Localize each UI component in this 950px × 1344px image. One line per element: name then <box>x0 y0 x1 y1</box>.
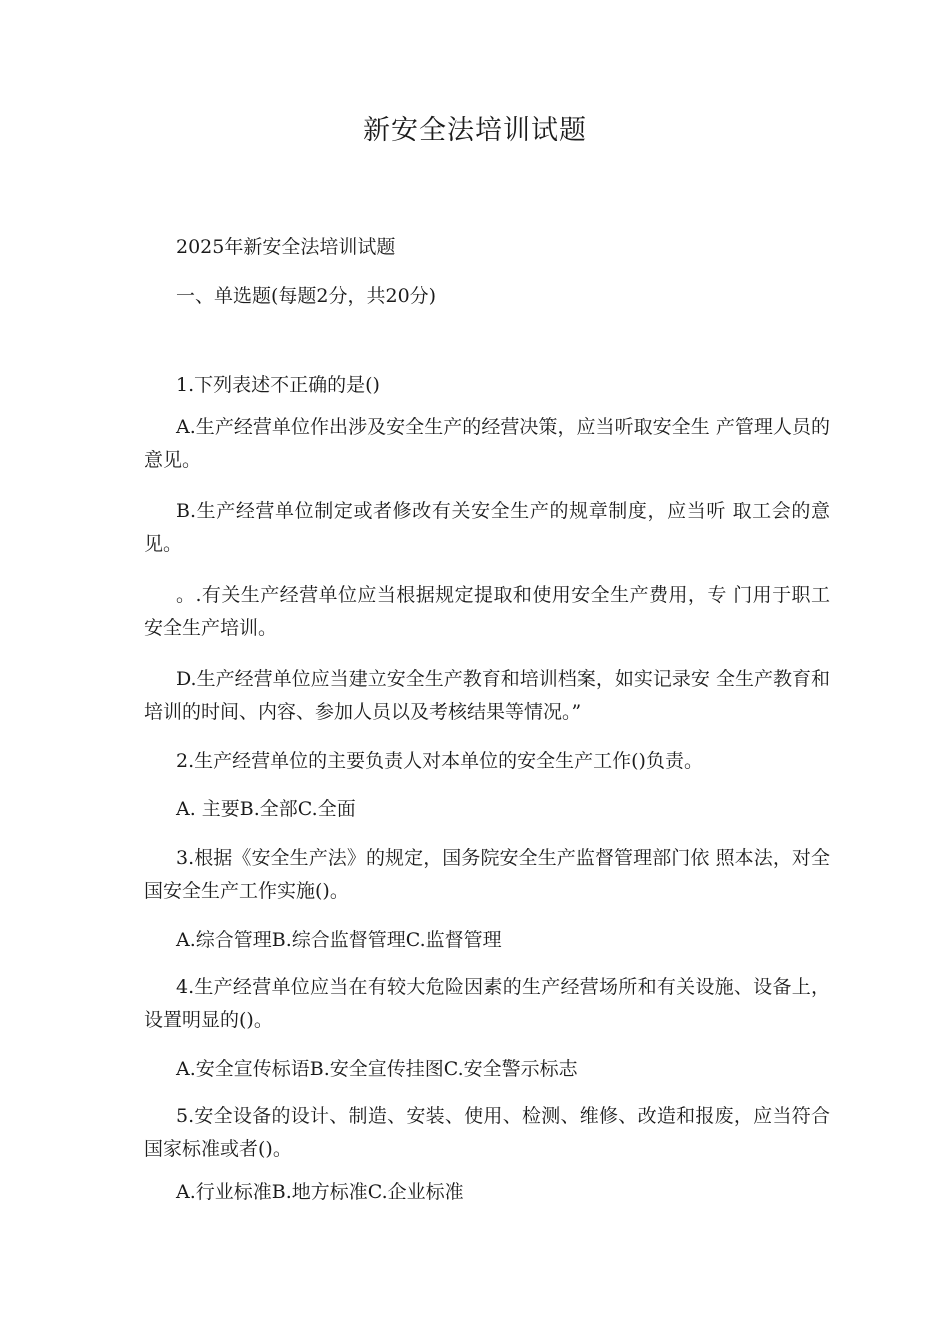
question-4-options: A.安全宣传标语B.安全宣传挂图C.安全警示标志 <box>176 1058 578 1080</box>
question-2-options: A. 主要B.全部C.全面 <box>176 798 356 820</box>
question-1-option-b: B.生产经营单位制定或者修改有关安全生产的规章制度，应当听 取工会的意见。 <box>144 500 830 555</box>
question-1-option-a: A.生产经营单位作出涉及安全生产的经营决策，应当听取安全生 产管理人员的意见。 <box>144 416 830 471</box>
question-5: 5.安全设备的设计、制造、安装、使用、检测、维修、改造和报废，应当符合国家标准或者()。 <box>144 1105 830 1160</box>
question-1: 1.下列表述不正确的是() <box>176 374 380 396</box>
question-1-option-c: 。.有关生产经营单位应当根据规定提取和使用安全生产费用，专 门用于职工安全生产培训。 <box>144 584 830 639</box>
question-4: 4.生产经营单位应当在有较大危险因素的生产经营场所和有关设施、设备上，设置明显的()。 <box>144 976 830 1031</box>
question-3-options: A.综合管理B.综合监督管理C.监督管理 <box>176 929 502 951</box>
document-title: 新安全法培训试题 <box>363 115 587 146</box>
section-heading: 一、单选题(每题2分，共20分) <box>176 285 437 307</box>
question-1-option-d: D.生产经营单位应当建立安全生产教育和培训档案，如实记录安 全生产教育和培训的时间、内容、参加人员以及考核结果等情况。” <box>144 668 830 723</box>
document-subtitle: 2025年新安全法培训试题 <box>176 236 396 258</box>
question-2: 2.生产经营单位的主要负责人对本单位的安全生产工作()负责。 <box>176 750 703 772</box>
question-3: 3.根据《安全生产法》的规定，国务院安全生产监督管理部门依 照本法，对全国安全生产工作实施()。 <box>144 847 830 902</box>
question-5-options: A.行业标准B.地方标准C.企业标准 <box>176 1181 464 1203</box>
